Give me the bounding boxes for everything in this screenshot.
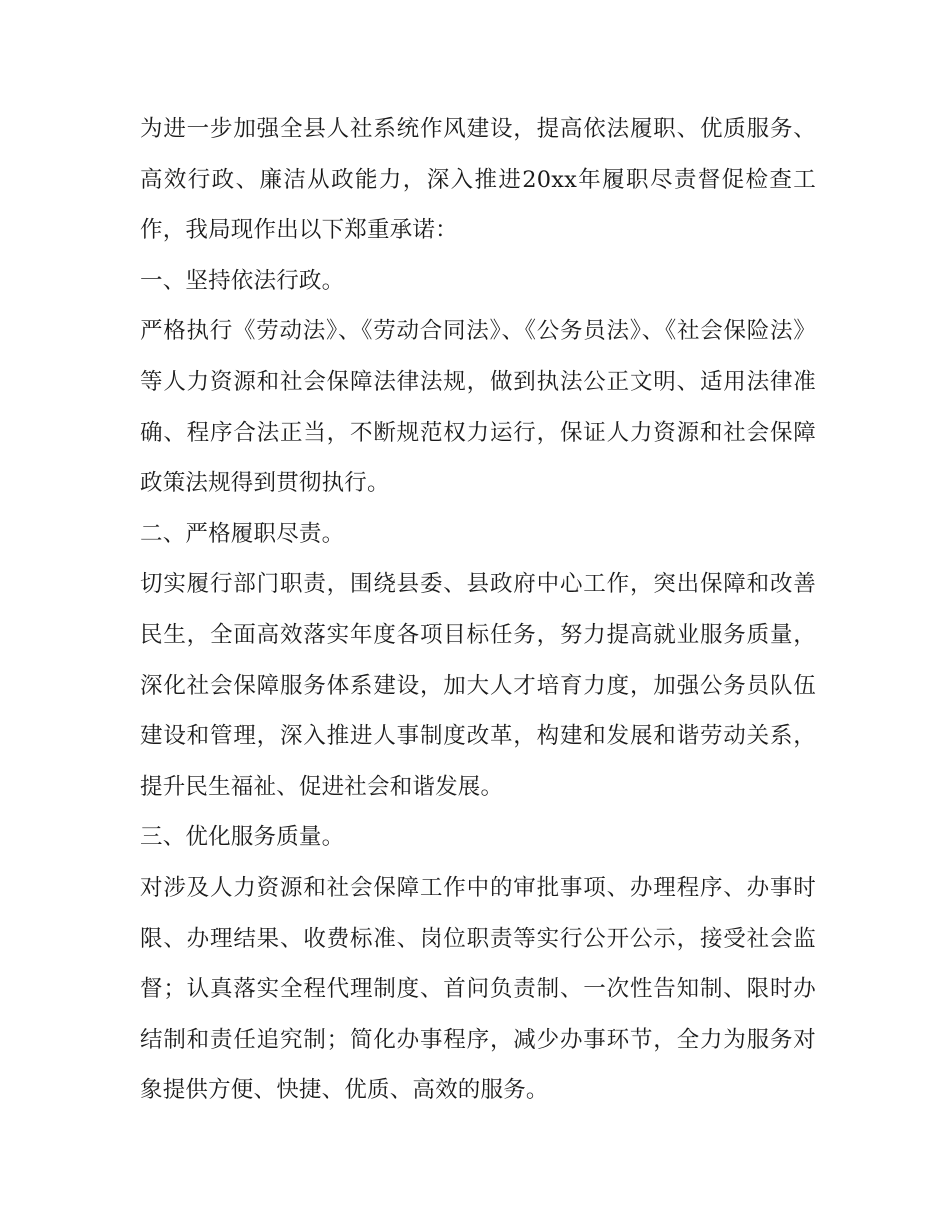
document-body (140, 104, 816, 1116)
section-heading-1: 一、坚持依法行政。 (140, 267, 345, 294)
section-body-1: 严格执行《劳动法》、《劳动合同法》、《公务员法》、《社会保险法》等人力资源和社会保障法律法规，做到执法公正文明、适用法律准确、程序合法正当，不断规范权力运行，保证人力资源和社会保障政策法规得到贯彻执行。 (140, 318, 816, 497)
section-heading-3: 三、优化服务质量。 (140, 824, 345, 851)
section-body-3: 对涉及人力资源和社会保障工作中的审批事项、办理程序、办事时限、办理结果、收费标准、岗位职责等实行公开公示，接受社会监督；认真落实全程代理制度、首问负责制、一次性告知制、限时办结制和责任追究制；简化办事程序，减少办事环节，全力为服务对象提供方便、快捷、优质、高效的服务。 (140, 874, 816, 1104)
section-heading-2: 二、严格履职尽责。 (140, 520, 345, 547)
section-body-2: 切实履行部门职责，围绕县委、县政府中心工作，突出保障和改善民生，全面高效落实年度各项目标任务，努力提高就业服务质量，深化社会保障服务体系建设，加大人才培育力度，加强公务员队伍建设和管理，深入推进人事制度改革，构建和发展和谐劳动关系，提升民生福祉、促进社会和谐发展。 (140, 571, 816, 800)
intro-paragraph: 为进一步加强全县人社系统作风建设，提高依法履职、优质服务、高效行政、廉洁从政能力，深入推进20xx年履职尽责督促检查工作，我局现作出以下郑重承诺： (140, 116, 816, 244)
